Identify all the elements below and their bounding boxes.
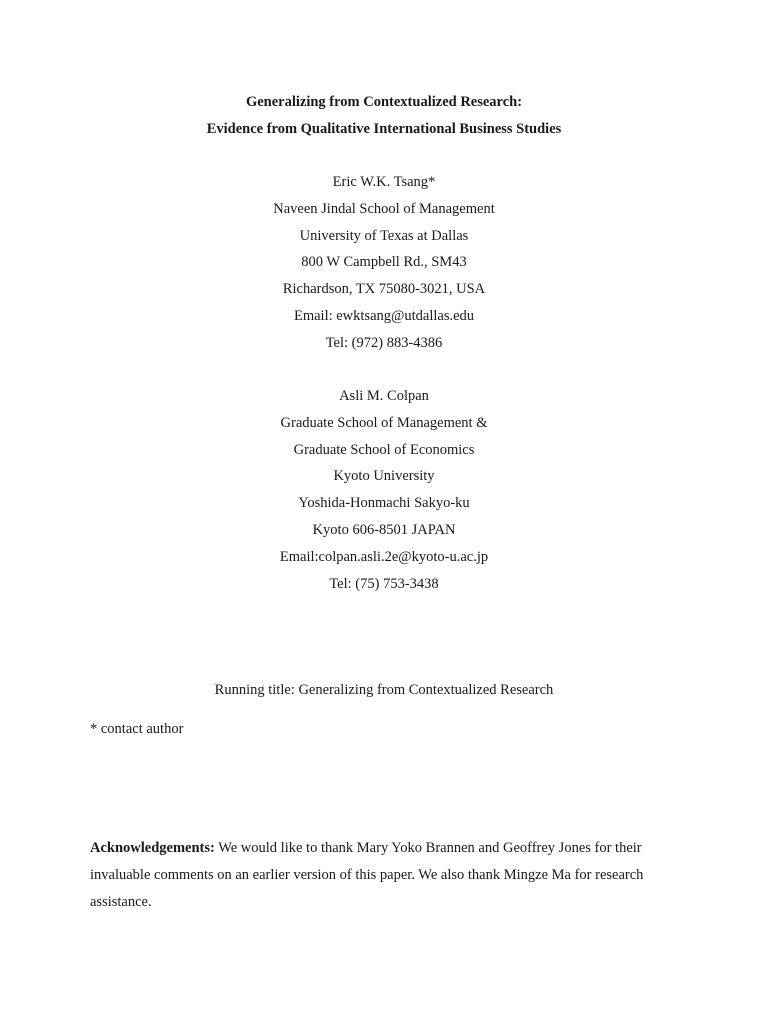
author-1-tel: Tel: (972) 883-4386 [325,334,443,351]
acknowledgements-text-1: We would like to thank Mary Yoko Brannen and Geoffrey Jones for their [214,840,642,856]
running-title: Running title: Generalizing from Contextualized Research [214,682,554,698]
author-2-school-1: Graduate School of Management & [280,414,488,431]
acknowledgements [90,835,680,916]
author-1-email: Email: ewktsang@utdallas.edu [293,307,475,324]
author-2-block [0,383,768,597]
paper-title-line-2: Evidence from Qualitative International Business Studies [206,121,562,137]
author-1-school: Naveen Jindal School of Management [273,200,495,217]
author-2-city: Kyoto 606-8501 JAPAN [312,521,456,538]
contact-author-note: * contact author [90,721,184,737]
author-2-name: Asli M. Colpan [339,388,429,404]
author-1-block [0,169,768,357]
acknowledgements-label: Acknowledgements: [90,840,215,856]
acknowledgements-line-3: assistance. [90,894,152,910]
author-1-name: Eric W.K. Tsang* [332,174,436,190]
acknowledgements-line-1 [90,835,680,862]
author-1-city: Richardson, TX 75080-3021, USA [282,281,486,298]
author-2-email: Email:colpan.asli.2e@kyoto-u.ac.jp [279,548,489,565]
author-1-street: 800 W Campbell Rd., SM43 [301,254,467,271]
author-2-university: Kyoto University [333,468,435,485]
author-2-tel: Tel: (75) 753-3438 [329,575,439,592]
author-2-school-2: Graduate School of Economics [293,441,475,458]
acknowledgements-line-2: invaluable comments on an earlier version of this paper. We also thank Mingze Ma for research [90,867,644,883]
author-1-university: University of Texas at Dallas [299,227,469,244]
paper-title-line-1: Generalizing from Contextualized Research: [245,94,523,110]
author-2-street: Yoshida-Honmachi Sakyo-ku [298,495,470,512]
